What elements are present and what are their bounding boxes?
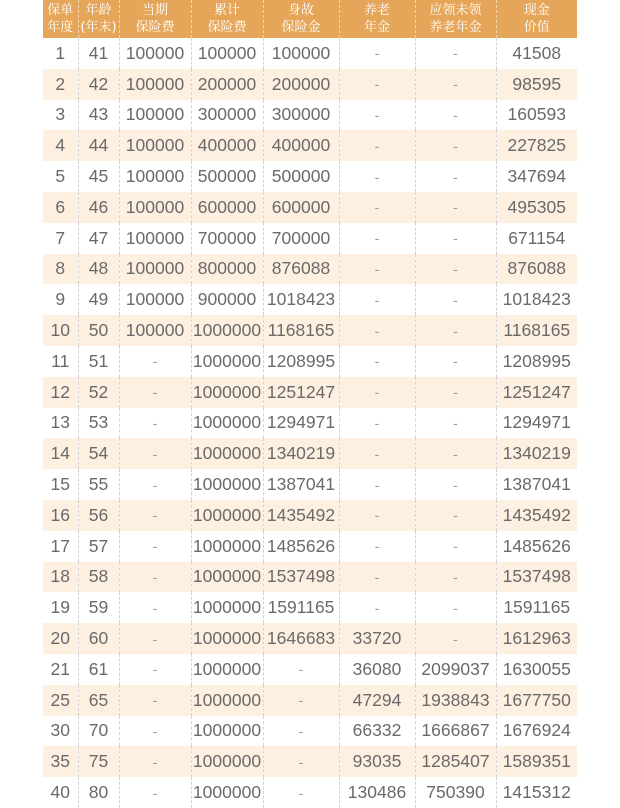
cell-age: 70: [78, 716, 119, 747]
cell-policy-year: 21: [50, 658, 70, 679]
cell-age: 60: [78, 623, 119, 654]
cell-cumulative-premium: 1000000: [191, 315, 263, 346]
cell-annuity: -: [339, 377, 415, 408]
cell-cumulative-premium: 1000000: [191, 469, 263, 500]
cell-death-benefit: 1018423: [263, 284, 339, 315]
cell-age: 75: [78, 746, 119, 777]
header-unclaimed-annuity: [415, 0, 496, 38]
cell-annuity: -: [339, 254, 415, 285]
cell-period-premium: -: [119, 377, 191, 408]
cell-annuity: 130486: [339, 777, 415, 808]
cell-unclaimed-annuity: -: [415, 469, 496, 500]
cell-death-benefit: 1387041: [263, 469, 339, 500]
cell-unclaimed-annuity: 750390: [415, 777, 496, 808]
cell-age: 51: [78, 346, 119, 377]
cell-unclaimed-annuity: -: [415, 346, 496, 377]
cell-cumulative-premium: 1000000: [191, 777, 263, 808]
cell-death-benefit: 1168165: [263, 315, 339, 346]
cell-cumulative-premium: 1000000: [191, 346, 263, 377]
cell-annuity: -: [339, 469, 415, 500]
cell-unclaimed-annuity: -: [415, 377, 496, 408]
header-cumulative-premium-line: 保险费: [207, 20, 247, 35]
table-row: [43, 38, 577, 69]
cell-cumulative-premium: 700000: [191, 223, 263, 254]
cell-policy-year: 7: [55, 227, 66, 248]
cell-annuity: -: [339, 315, 415, 346]
cell-cumulative-premium: 1000000: [191, 531, 263, 562]
cell-annuity: -: [339, 500, 415, 531]
cell-period-premium: -: [119, 438, 191, 469]
cell-cash-value: 671154: [496, 223, 577, 254]
cell-annuity: 33720: [339, 623, 415, 654]
cell-unclaimed-annuity: -: [415, 623, 496, 654]
table-row: [43, 469, 577, 500]
cell-cash-value: 495305: [496, 192, 577, 223]
cell-death-benefit: 1646683: [263, 623, 339, 654]
cell-annuity: -: [339, 69, 415, 100]
cell-policy-year: 3: [55, 104, 66, 125]
cell-death-benefit: 1340219: [263, 438, 339, 469]
cell-annuity: -: [339, 223, 415, 254]
cell-cash-value: 876088: [496, 254, 577, 285]
cell-policy-year: 13: [50, 412, 70, 433]
cell-policy-year: 10: [43, 315, 78, 346]
cell-annuity: -: [339, 284, 415, 315]
cell-cash-value: 1435492: [496, 500, 577, 531]
cell-age: 45: [78, 161, 119, 192]
cell-unclaimed-annuity: -: [415, 562, 496, 593]
cell-cash-value: 1168165: [496, 315, 577, 346]
cell-unclaimed-annuity: -: [415, 69, 496, 100]
cell-period-premium: -: [119, 746, 191, 777]
cell-period-premium: -: [119, 531, 191, 562]
table-row: [43, 438, 577, 469]
cell-cash-value: 1208995: [496, 346, 577, 377]
cell-death-benefit: 1294971: [263, 408, 339, 439]
cell-cumulative-premium: 600000: [191, 192, 263, 223]
cell-unclaimed-annuity: -: [415, 38, 496, 69]
cell-cumulative-premium: 1000000: [191, 592, 263, 623]
cell-cumulative-premium: 800000: [191, 254, 263, 285]
cell-period-premium: -: [119, 654, 191, 685]
header-policy-year: [43, 0, 78, 38]
cell-annuity: 36080: [339, 654, 415, 685]
cell-unclaimed-annuity: -: [415, 408, 496, 439]
cell-death-benefit: 1435492: [263, 500, 339, 531]
cell-unclaimed-annuity: 1666867: [415, 716, 496, 747]
table-row: [43, 500, 577, 531]
cell-cumulative-premium: 300000: [191, 100, 263, 131]
cell-policy-year: 19: [50, 597, 70, 618]
cell-age: 61: [78, 654, 119, 685]
cell-period-premium: -: [119, 408, 191, 439]
cell-cash-value: 1537498: [496, 562, 577, 593]
header-unclaimed-annuity-line: 养老年金: [429, 20, 482, 35]
cell-age: 53: [78, 408, 119, 439]
cell-age: 48: [78, 254, 119, 285]
cell-cumulative-premium: 400000: [191, 130, 263, 161]
table-row: [43, 685, 577, 716]
cell-policy-year: 17: [50, 535, 70, 556]
cell-policy-year: 20: [43, 623, 78, 654]
cell-age: 44: [78, 130, 119, 161]
table-row: [43, 562, 577, 593]
cell-age: 57: [78, 531, 119, 562]
cell-unclaimed-annuity: 1938843: [415, 685, 496, 716]
cell-death-benefit: 500000: [263, 161, 339, 192]
cell-age: 46: [78, 192, 119, 223]
cell-policy-year: 35: [43, 746, 78, 777]
cell-policy-year: 12: [43, 377, 78, 408]
cell-unclaimed-annuity: -: [415, 315, 496, 346]
cell-cash-value: 1387041: [496, 469, 577, 500]
cell-policy-year: 30: [50, 720, 70, 741]
cell-unclaimed-annuity: -: [415, 130, 496, 161]
table-row: [43, 777, 577, 808]
cell-annuity: 47294: [339, 685, 415, 716]
header-age-line: (年末): [80, 20, 117, 35]
cell-unclaimed-annuity: -: [415, 223, 496, 254]
cell-cash-value: 41508: [496, 38, 577, 69]
header-cumulative-premium: [191, 0, 263, 38]
cell-cumulative-premium: 1000000: [191, 500, 263, 531]
cell-cash-value: 1676924: [496, 716, 577, 747]
cell-unclaimed-annuity: -: [415, 284, 496, 315]
cell-period-premium: -: [119, 562, 191, 593]
cell-policy-year: 15: [50, 474, 70, 495]
cell-period-premium: 100000: [119, 284, 191, 315]
cell-death-benefit: 1591165: [263, 592, 339, 623]
header-period-premium: [119, 0, 191, 38]
cell-period-premium: 100000: [119, 130, 191, 161]
cell-cumulative-premium: 1000000: [191, 438, 263, 469]
cell-cash-value: 347694: [496, 161, 577, 192]
table-row: [43, 254, 577, 285]
cell-cumulative-premium: 1000000: [191, 623, 263, 654]
cell-death-benefit: 200000: [263, 69, 339, 100]
cell-policy-year: 4: [43, 130, 78, 161]
cell-policy-year: 6: [43, 192, 78, 223]
header-death-benefit-line: 身故: [287, 3, 314, 18]
cell-unclaimed-annuity: 2099037: [415, 654, 496, 685]
cell-death-benefit: 1251247: [263, 377, 339, 408]
cell-cash-value: 1251247: [496, 377, 577, 408]
cell-death-benefit: 400000: [263, 130, 339, 161]
cell-age: 52: [78, 377, 119, 408]
cell-policy-year: 18: [43, 562, 78, 593]
header-annuity: [339, 0, 415, 38]
cell-cash-value: 160593: [496, 100, 577, 131]
table-row: [43, 716, 577, 747]
cell-cumulative-premium: 1000000: [191, 408, 263, 439]
table-row: [43, 408, 577, 439]
cell-policy-year: 40: [50, 782, 70, 803]
header-annuity-line: 年金: [363, 20, 390, 35]
header-cash-value: [496, 0, 577, 38]
table-row: [43, 315, 577, 346]
table-row: [43, 100, 577, 131]
table-row: [43, 746, 577, 777]
cell-annuity: -: [339, 592, 415, 623]
table-row: [43, 531, 577, 562]
cell-annuity: -: [339, 531, 415, 562]
cell-unclaimed-annuity: -: [415, 254, 496, 285]
cell-period-premium: 100000: [119, 100, 191, 131]
cell-cash-value: 1589351: [496, 746, 577, 777]
header-policy-year-line: 年度: [47, 20, 74, 35]
cell-annuity: 66332: [339, 716, 415, 747]
header-age-line: 年龄: [85, 3, 112, 18]
cell-unclaimed-annuity: 1285407: [415, 746, 496, 777]
cell-policy-year: 11: [51, 350, 70, 371]
cell-cumulative-premium: 100000: [191, 38, 263, 69]
cell-age: 41: [78, 38, 119, 69]
cell-age: 54: [78, 438, 119, 469]
cell-period-premium: 100000: [119, 223, 191, 254]
cell-annuity: -: [339, 192, 415, 223]
header-annuity-line: 养老: [363, 3, 390, 18]
header-cash-value-line: 现金: [523, 3, 550, 18]
cell-annuity: -: [339, 161, 415, 192]
cell-period-premium: -: [119, 685, 191, 716]
cell-death-benefit: 700000: [263, 223, 339, 254]
cell-death-benefit: 876088: [263, 254, 339, 285]
cell-cash-value: 1485626: [496, 531, 577, 562]
cell-policy-year: 1: [55, 42, 66, 63]
cell-cash-value: 1591165: [496, 592, 577, 623]
cell-cash-value: 1018423: [496, 284, 577, 315]
cell-annuity: -: [339, 346, 415, 377]
cell-period-premium: -: [119, 500, 191, 531]
cell-death-benefit: -: [263, 746, 339, 777]
cell-cash-value: 227825: [496, 130, 577, 161]
table-row: [43, 346, 577, 377]
table-row: [43, 377, 577, 408]
cell-cumulative-premium: 1000000: [191, 562, 263, 593]
cell-death-benefit: -: [263, 654, 339, 685]
header-cash-value-line: 价值: [523, 20, 550, 35]
cell-age: 58: [78, 562, 119, 593]
benefit-table-container: [43, 0, 577, 808]
table-row: [43, 623, 577, 654]
cell-age: 65: [78, 685, 119, 716]
table-row: [43, 69, 577, 100]
cell-cash-value: 1340219: [496, 438, 577, 469]
table-row: [43, 592, 577, 623]
cell-policy-year: 2: [43, 69, 78, 100]
cell-annuity: -: [339, 130, 415, 161]
table-row: [43, 223, 577, 254]
cell-age: 59: [78, 592, 119, 623]
cell-cumulative-premium: 1000000: [191, 654, 263, 685]
cell-age: 80: [78, 777, 119, 808]
table-row: [43, 284, 577, 315]
cell-period-premium: 100000: [119, 69, 191, 100]
cell-death-benefit: -: [263, 685, 339, 716]
cell-period-premium: 100000: [119, 192, 191, 223]
cell-death-benefit: 1537498: [263, 562, 339, 593]
cell-cumulative-premium: 1000000: [191, 685, 263, 716]
table-body: [43, 38, 577, 808]
cell-death-benefit: 1485626: [263, 531, 339, 562]
cell-death-benefit: 100000: [263, 38, 339, 69]
cell-death-benefit: 600000: [263, 192, 339, 223]
cell-cash-value: 1630055: [496, 654, 577, 685]
table-row: [43, 130, 577, 161]
cell-annuity: -: [339, 100, 415, 131]
cell-cumulative-premium: 200000: [191, 69, 263, 100]
cell-period-premium: -: [119, 777, 191, 808]
cell-annuity: -: [339, 438, 415, 469]
header-policy-year-line: 保单: [47, 3, 74, 18]
cell-age: 50: [78, 315, 119, 346]
table-header: [43, 0, 577, 38]
cell-period-premium: -: [119, 623, 191, 654]
cell-policy-year: 16: [43, 500, 78, 531]
table-row: [43, 161, 577, 192]
cell-unclaimed-annuity: -: [415, 531, 496, 562]
cell-death-benefit: 300000: [263, 100, 339, 131]
cell-age: 49: [78, 284, 119, 315]
cell-unclaimed-annuity: -: [415, 592, 496, 623]
cell-cumulative-premium: 500000: [191, 161, 263, 192]
cell-death-benefit: 1208995: [263, 346, 339, 377]
cell-cumulative-premium: 1000000: [191, 377, 263, 408]
cell-period-premium: -: [119, 469, 191, 500]
cell-cash-value: 98595: [496, 69, 577, 100]
cell-period-premium: 100000: [119, 161, 191, 192]
cell-period-premium: -: [119, 346, 191, 377]
cell-period-premium: -: [119, 592, 191, 623]
cell-annuity: 93035: [339, 746, 415, 777]
cell-period-premium: -: [119, 716, 191, 747]
cell-cumulative-premium: 1000000: [191, 716, 263, 747]
cell-death-benefit: -: [263, 716, 339, 747]
cell-period-premium: 100000: [119, 254, 191, 285]
cell-policy-year: 25: [43, 685, 78, 716]
cell-age: 55: [78, 469, 119, 500]
header-age: [78, 0, 119, 38]
cell-cash-value: 1415312: [496, 777, 577, 808]
cell-unclaimed-annuity: -: [415, 100, 496, 131]
cell-annuity: -: [339, 38, 415, 69]
cell-unclaimed-annuity: -: [415, 438, 496, 469]
cell-period-premium: 100000: [119, 38, 191, 69]
header-death-benefit: [263, 0, 339, 38]
header-cumulative-premium-line: 累计: [213, 3, 240, 18]
cell-policy-year: 5: [55, 166, 66, 187]
cell-cash-value: 1677750: [496, 685, 577, 716]
cell-annuity: -: [339, 408, 415, 439]
cell-age: 43: [78, 100, 119, 131]
header-period-premium-line: 当期: [141, 3, 168, 18]
benefit-table: [43, 0, 577, 808]
cell-annuity: -: [339, 562, 415, 593]
header-death-benefit-line: 保险金: [281, 20, 321, 35]
cell-period-premium: 100000: [119, 315, 191, 346]
cell-unclaimed-annuity: -: [415, 192, 496, 223]
header-row: [43, 0, 577, 38]
cell-policy-year: 9: [55, 289, 66, 310]
cell-unclaimed-annuity: -: [415, 161, 496, 192]
cell-age: 56: [78, 500, 119, 531]
table-row: [43, 654, 577, 685]
header-unclaimed-annuity-line: 应领未领: [429, 3, 482, 18]
cell-cumulative-premium: 900000: [191, 284, 263, 315]
cell-cash-value: 1294971: [496, 408, 577, 439]
cell-age: 42: [78, 69, 119, 100]
cell-policy-year: 8: [43, 254, 78, 285]
cell-policy-year: 14: [43, 438, 78, 469]
cell-unclaimed-annuity: -: [415, 500, 496, 531]
table-row: [43, 192, 577, 223]
cell-cumulative-premium: 1000000: [191, 746, 263, 777]
cell-death-benefit: -: [263, 777, 339, 808]
cell-age: 47: [78, 223, 119, 254]
cell-cash-value: 1612963: [496, 623, 577, 654]
header-period-premium-line: 保险费: [135, 20, 175, 35]
